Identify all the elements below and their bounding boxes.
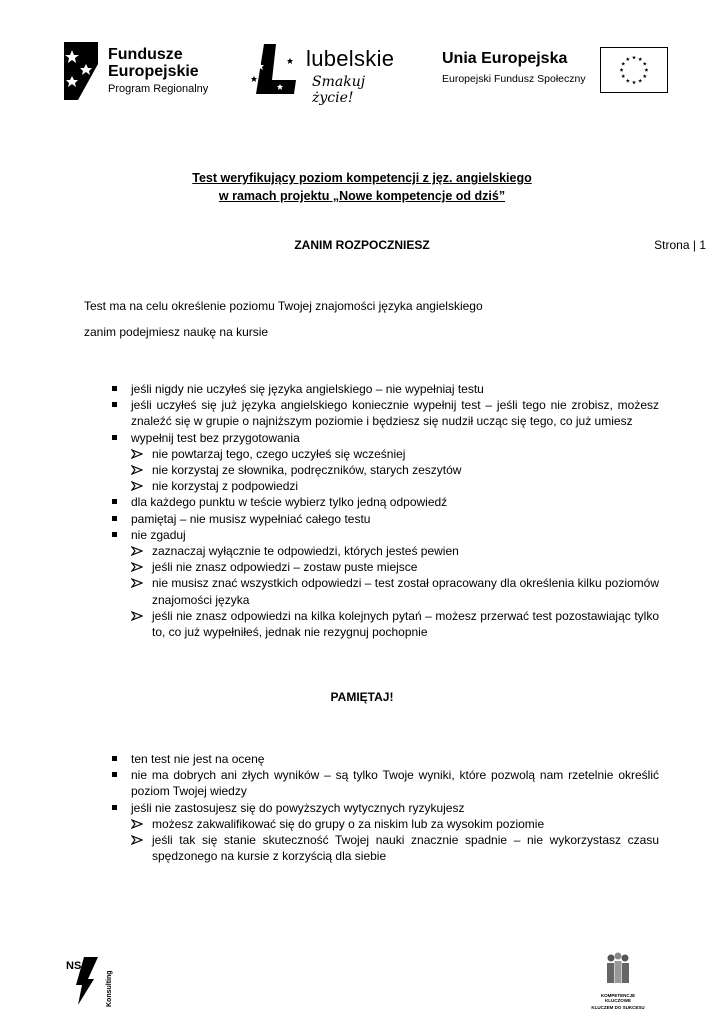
list-item-text: nie korzystaj ze słownika, podręczników, starych zeszytów <box>152 463 462 478</box>
eu-star-icon <box>621 62 625 66</box>
arrow-bullet-icon <box>131 608 149 624</box>
arrow-bullet-icon <box>131 559 149 575</box>
eu-star-icon <box>626 57 630 61</box>
eu-star-icon <box>632 55 636 59</box>
eu-star-icon <box>638 57 642 61</box>
eu-flag-icon <box>600 47 668 93</box>
list-item-text: jeśli nie zastosujesz się do powyższych wytycznych ryzykujesz <box>131 800 465 815</box>
ns-konsulting-logo <box>64 955 114 1007</box>
list-item <box>131 462 659 478</box>
section-heading-remember: PAMIĘTAJ! <box>330 690 394 704</box>
kompetencje-kluczowe-icon <box>603 952 633 986</box>
list-item-text: nie powtarzaj tego, czego uczyłeś się wcześniej <box>152 446 406 461</box>
square-bullet-icon <box>110 494 128 510</box>
fe-logo-line2: Europejskie <box>108 63 199 80</box>
list-item <box>131 543 659 559</box>
arrow-bullet-icon <box>131 575 149 591</box>
instructions-list <box>110 381 659 640</box>
arrow-bullet-icon <box>131 543 149 559</box>
list-item-text: pamiętaj – nie musisz wypełniać całego testu <box>131 511 371 526</box>
arrow-bullet-icon <box>131 832 149 848</box>
list-item <box>110 494 659 510</box>
list-item-text: ten test nie jest na ocenę <box>131 752 265 766</box>
remember-list <box>110 751 659 864</box>
list-item <box>131 559 659 575</box>
arrow-bullet-icon <box>131 446 149 462</box>
list-item-text: jeśli nie znasz odpowiedzi na kilka kolejnych pytań – możesz przerwać test pozostawiając tylko to, co już wypełniłeś, jednak nie rezygnuj pochopnie <box>152 608 659 640</box>
square-bullet-icon <box>110 800 128 816</box>
kk-logo-line1: KOMPETENCJE KLUCZOWE <box>600 993 636 1003</box>
list-item-text: jeśli tak się stanie skuteczność Twojej nauki znacznie spadnie – nie wykorzystasz czasu spędzonego na kursie z korzyścią dla siebie <box>152 833 659 864</box>
ns-logo-letters: NS <box>66 960 82 972</box>
list-item <box>110 511 659 527</box>
eu-star-icon <box>643 62 647 66</box>
ue-fund-name: Europejski Fundusz Społeczny <box>442 73 586 85</box>
square-bullet-icon <box>110 511 128 527</box>
list-item <box>110 381 659 397</box>
arrow-bullet-icon <box>131 478 149 494</box>
page-number: Strona | 1 <box>654 238 706 252</box>
square-bullet-icon <box>110 767 128 783</box>
list-item-text: nie zgaduj <box>131 527 186 542</box>
list-item <box>110 430 659 446</box>
intro-line1: Test ma na celu określenie poziomu Twojej znajomości języka angielskiego <box>84 299 483 313</box>
list-item <box>131 608 659 640</box>
list-item <box>131 478 659 494</box>
list-item <box>131 816 659 832</box>
intro-line2: zanim podejmiesz naukę na kursie <box>84 325 269 339</box>
fundusze-europejskie-icon <box>64 42 98 100</box>
square-bullet-icon <box>110 397 128 413</box>
unia-europejska-text <box>442 50 586 85</box>
eu-star-icon <box>626 79 630 83</box>
section-heading-before-start: ZANIM ROZPOCZNIESZ <box>294 238 430 252</box>
eu-star-icon <box>644 68 648 72</box>
lubelskie-name: lubelskie <box>306 46 395 71</box>
list-item <box>110 800 659 816</box>
ns-logo-side-text: Konsulting <box>106 970 113 1007</box>
list-item-text: nie ma dobrych ani złych wyników – są tylko Twoje wyniki, które pozwolą nam rzetelnie określić poziom Twojej wiedzy <box>131 768 659 799</box>
lubelskie-tagline: Smakuj życie! <box>312 74 366 106</box>
lubelskie-logo <box>250 42 410 106</box>
fe-logo-line1: Fundusze <box>108 46 183 63</box>
arrow-bullet-icon <box>131 462 149 478</box>
list-item <box>110 397 659 429</box>
square-bullet-icon <box>110 430 128 446</box>
eu-star-icon <box>621 74 625 78</box>
kk-logo-line2: KLUCZEM DO SUKCESU <box>591 1005 645 1010</box>
document-title-line1: Test weryfikujący poziom kompetencji z jęz. angielskiego <box>192 171 532 185</box>
fundusze-europejskie-logo <box>64 42 224 100</box>
ue-name: Unia Europejska <box>442 50 568 67</box>
eu-star-icon <box>638 79 642 83</box>
square-bullet-icon <box>110 527 128 543</box>
list-item-text: zaznaczaj wyłącznie te odpowiedzi, których jesteś pewien <box>152 544 459 559</box>
list-item <box>131 575 659 607</box>
list-item-text: jeśli nigdy nie uczyłeś się języka angielskiego – nie wypełniaj testu <box>131 382 484 396</box>
list-item-text: dla każdego punktu w teście wybierz tylko jedną odpowiedź <box>131 495 448 510</box>
kompetencje-kluczowe-logo <box>588 952 648 1012</box>
list-item-text: jeśli nie znasz odpowiedzi – zostaw puste miejsce <box>152 560 418 575</box>
list-item-text: jeśli uczyłeś się już języka angielskiego koniecznie wypełnij test – jeśli tego nie zrobisz, możesz znaleźć się w grupie o najniższym poziomie i będziesz się nudził ucząc się tego, co już umiesz <box>131 398 659 429</box>
list-item-text: wypełnij test bez przygotowania <box>131 430 300 445</box>
arrow-bullet-icon <box>131 816 149 832</box>
fe-logo-line3: Program Regionalny <box>108 83 209 95</box>
list-item <box>110 751 659 767</box>
square-bullet-icon <box>110 751 128 767</box>
list-item <box>110 527 659 543</box>
list-item <box>131 832 659 864</box>
list-item-text: nie korzystaj z podpowiedzi <box>152 479 299 494</box>
lubelskie-l-icon <box>250 42 300 98</box>
eu-star-icon <box>643 74 647 78</box>
eu-star-icon <box>632 80 636 84</box>
list-item <box>110 767 659 799</box>
document-title-line2: w ramach projektu „Nowe kompetencje od dziś” <box>218 189 506 203</box>
square-bullet-icon <box>110 381 128 397</box>
eu-star-icon <box>620 68 624 72</box>
list-item-text: możesz zakwalifikować się do grupy o za niskim lub za wysokim poziomie <box>152 816 545 831</box>
list-item-text: nie musisz znać wszystkich odpowiedzi – test został opracowany dla określenia kilku poziomów znajomości języka <box>152 576 659 607</box>
list-item <box>131 446 659 462</box>
